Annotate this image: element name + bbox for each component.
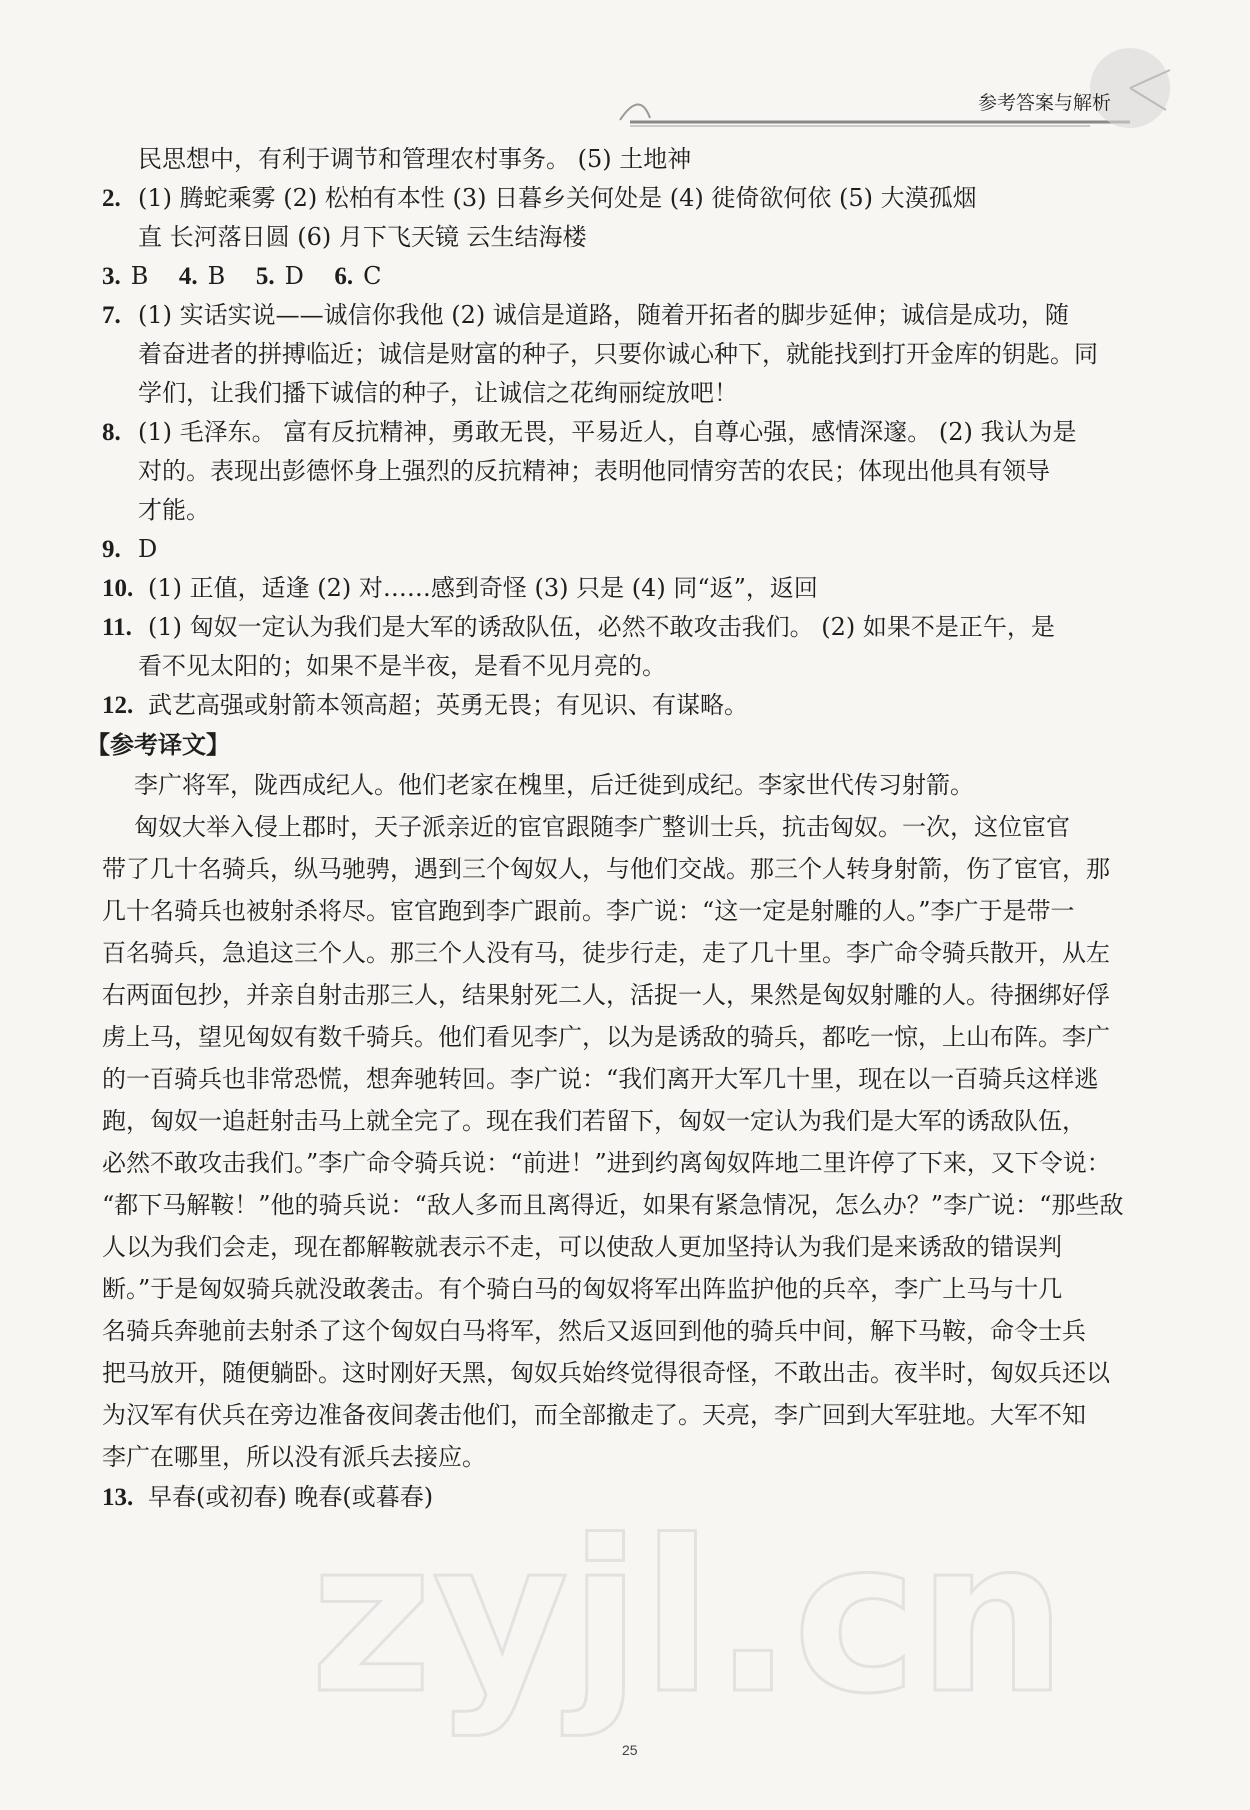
answer-value: C — [363, 262, 382, 290]
translation-line: 虏上马，望见匈奴有数千骑兵。他们看见李广，以为是诱敌的骑兵，都吃一惊，上山布阵。李广 — [102, 1023, 1110, 1051]
item-number: 5. — [255, 263, 275, 290]
translation-line: 断。”于是匈奴骑兵就没敢袭击。有个骑白马的匈奴将军出阵监护他的兵卒，李广上马与十几 — [102, 1275, 1063, 1303]
answer-line: (1) 匈奴一定认为我们是大军的诱敌队伍，必然不敢攻击我们。 (2) 如果不是正午，是 — [148, 613, 1055, 641]
translation-line: 几十名骑兵也被射杀将尽。宦官跑到李广跟前。李广说：“这一定是射雕的人。”李广于是带一 — [102, 897, 1075, 925]
header-title: 参考答案与解析 — [978, 92, 1112, 114]
answer-item-9 — [102, 530, 1142, 569]
answer-item-11 — [102, 608, 1142, 686]
answer-item-2 — [102, 179, 1142, 257]
answer-item-8 — [102, 413, 1142, 530]
answer-value: D — [284, 262, 304, 290]
watermark-text: zyjl.cn — [310, 1495, 1067, 1740]
translation-line: 带了几十名骑兵，纵马驰骋，遇到三个匈奴人，与他们交战。那三个人转身射箭，伤了宦官，那 — [102, 855, 1110, 883]
translation-body — [102, 764, 1142, 1478]
item-number: 7. — [102, 302, 121, 329]
item-number: 8. — [102, 419, 121, 446]
watermark-logo — [290, 1390, 1067, 1790]
answer-line: (1) 实话实说——诚信你我他 (2) 诚信是道路，随着开拓者的脚步延伸；诚信是成功，随 — [138, 301, 1069, 329]
answer-line: 才能。 — [138, 496, 210, 524]
answer-line: 学们，让我们播下诚信的种子，让诚信之花绚丽绽放吧！ — [138, 379, 738, 407]
translation-line: 名骑兵奔驰前去射杀了这个匈奴白马将军，然后又返回到他的骑兵中间，解下马鞍，命令士兵 — [102, 1317, 1086, 1345]
item-number: 2. — [102, 185, 121, 212]
answer-line: (1) 正值，适逢 (2) 对……感到奇怪 (3) 只是 (4) 同“返”，返回 — [148, 574, 818, 602]
answer-line: 武艺高强或射箭本领高超；英勇无畏；有见识、有谋略。 — [148, 691, 748, 719]
item-number: 13. — [102, 1484, 134, 1511]
answer-row-3-6 — [102, 257, 1142, 296]
translation-line: 百名骑兵，急追这三个人。那三个人没有马，徒步行走，走了几十里。李广命令骑兵散开，从左 — [102, 939, 1110, 967]
translation-line: 右两面包抄，并亲自射击那三人，结果射死二人，活捉一人，果然是匈奴射雕的人。待捆绑好俘 — [102, 981, 1110, 1009]
answer-item-7 — [102, 296, 1142, 413]
translation-line: 李广将军，陇西成纪人。他们老家在槐里，后迁徙到成纪。李家世代传习射箭。 — [134, 771, 974, 799]
translation-line: 把马放开，随便躺卧。这时刚好天黑，匈奴兵始终觉得很奇怪，不敢出击。夜半时，匈奴兵还以 — [102, 1359, 1110, 1387]
item-number: 9. — [102, 536, 121, 563]
translation-line: 必然不敢攻击我们。”李广命令骑兵说：“前进！”进到约离匈奴阵地二里许停了下来，又下令说： — [102, 1149, 1111, 1177]
page-number: 25 — [622, 1742, 638, 1758]
answer-line: 着奋进者的拼搏临近；诚信是财富的种子，只要你诚心种下，就能找到打开金库的钥匙。同 — [138, 340, 1098, 368]
answer-value: B — [207, 262, 226, 290]
answer-item-10 — [102, 569, 1142, 608]
translation-line: 的一百骑兵也非常恐慌，想奔驰转回。李广说：“我们离开大军几十里，现在以一百骑兵这样逃 — [102, 1065, 1099, 1093]
item-number: 12. — [102, 692, 134, 719]
translation-line: “都下马解鞍！”他的骑兵说：“敌人多而且离得近，如果有紧急情况，怎么办？”李广说：“那些敌 — [102, 1191, 1124, 1219]
translation-title: 【参考译文】 — [86, 730, 230, 759]
translation-line: 跑，匈奴一追赶射击马上就全完了。现在我们若留下，匈奴一定认为我们是大军的诱敌队伍， — [102, 1107, 1086, 1135]
answer-value: B — [130, 262, 149, 290]
translation-line: 李广在哪里，所以没有派兵去接应。 — [102, 1443, 486, 1471]
translation-line: 匈奴大举入侵上郡时，天子派亲近的宦官跟随李广整训士兵，抗击匈奴。一次，这位宦官 — [134, 813, 1070, 841]
item-number: 6. — [334, 263, 354, 290]
answer-line: 对的。表现出彭德怀身上强烈的反抗精神；表明他同情穷苦的农民；体现出他具有领导 — [138, 457, 1050, 485]
answer-item-12 — [102, 686, 1142, 725]
translation-line: 为汉军有伏兵在旁边准备夜间袭击他们，而全部撤走了。天亮，李广回到大军驻地。大军不知 — [102, 1401, 1086, 1429]
answer-line: 看不见太阳的；如果不是半夜，是看不见月亮的。 — [138, 652, 666, 680]
answer-line: D — [138, 535, 158, 563]
translation-line: 人以为我们会走，现在都解鞍就表示不走，可以使敌人更加坚持认为我们是来诱敌的错误判 — [102, 1233, 1062, 1261]
answer-line: (1) 毛泽东。 富有反抗精神，勇敢无畏，平易近人，自尊心强，感情深邃。 (2) 我认为是 — [138, 418, 1077, 446]
answer-content — [86, 140, 1142, 1517]
item-number: 3. — [102, 263, 121, 290]
answer-line: (1) 腾蛇乘雾 (2) 松柏有本性 (3) 日暮乡关何处是 (4) 徙倚欲何依 (5) 大漠孤烟 — [138, 184, 977, 212]
continuation-line: 民思想中，有利于调节和管理农村事务。 (5) 土地神 — [138, 145, 692, 173]
item-number: 10. — [102, 575, 134, 602]
item-number: 11. — [102, 614, 132, 641]
item-number: 4. — [178, 263, 198, 290]
answer-line: 早春(或初春) 晚春(或暮春) — [148, 1483, 434, 1511]
answer-line: 直 长河落日圆 (6) 月下飞天镜 云生结海楼 — [138, 223, 587, 251]
